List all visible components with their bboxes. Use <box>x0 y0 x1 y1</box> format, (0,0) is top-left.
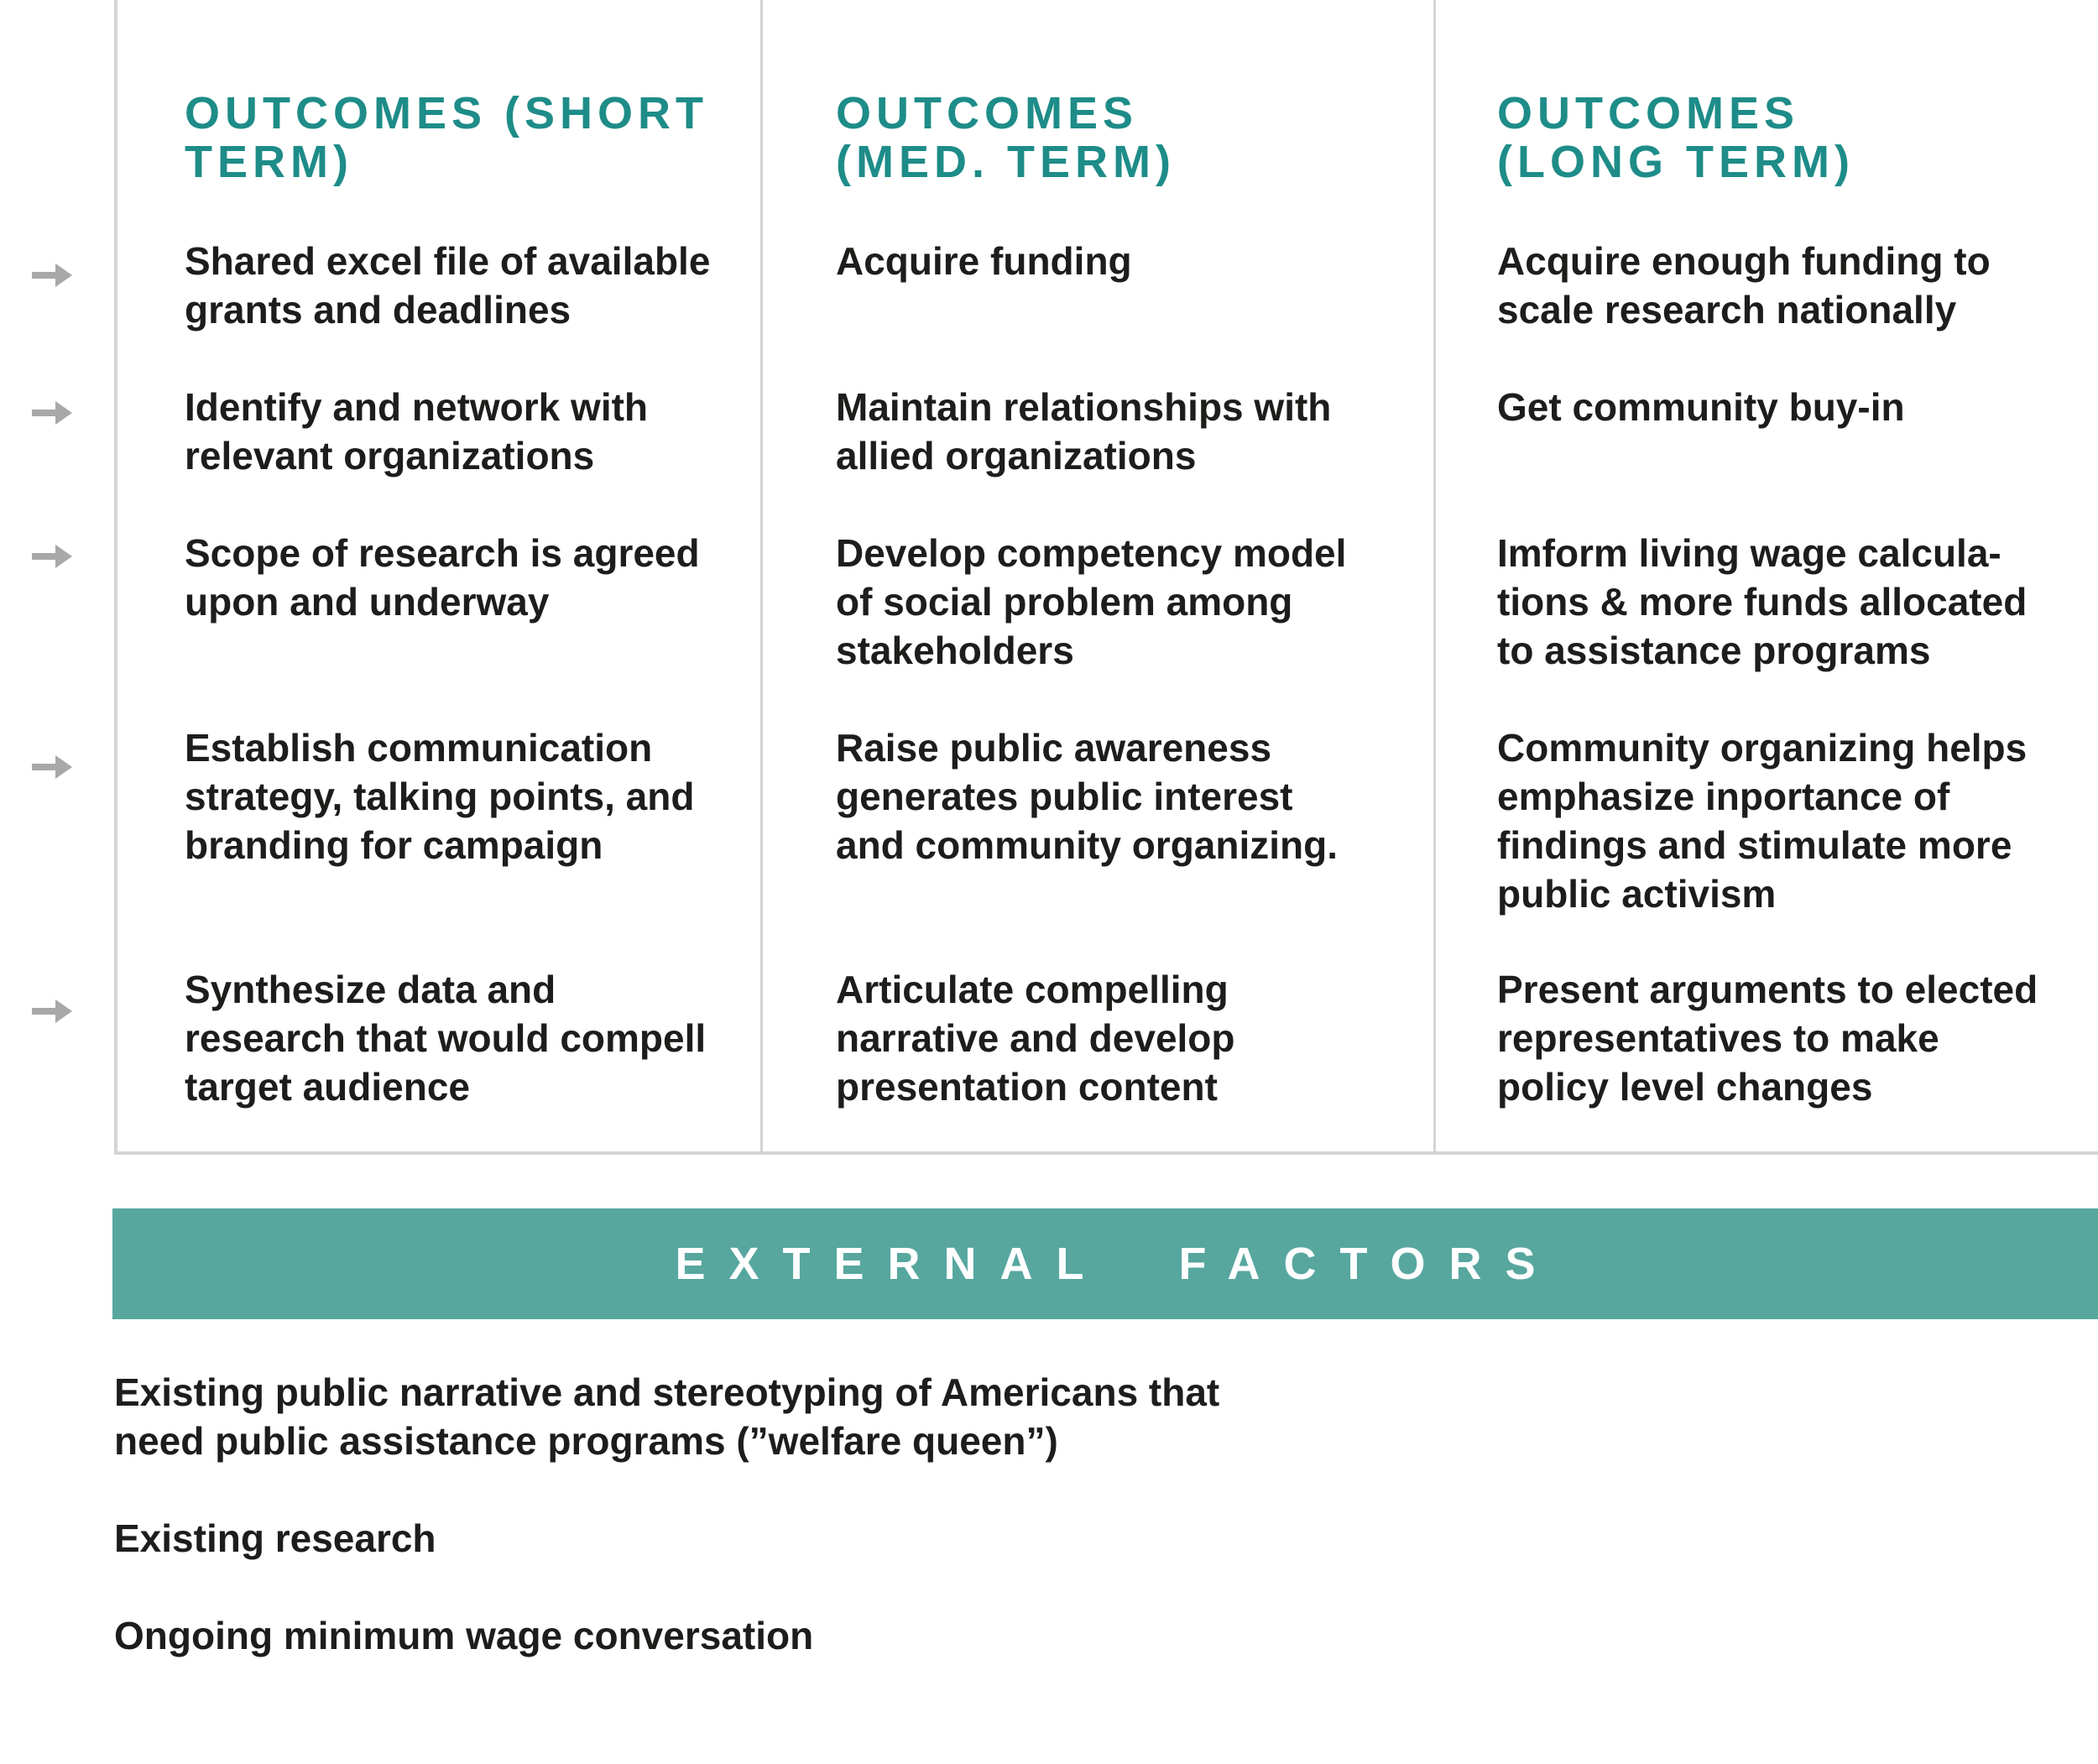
arrow-right-icon <box>32 398 74 428</box>
long-term-outcome: Community organizing helps emphasize inportance of findings and stimulate more public activism <box>1497 726 2028 916</box>
medium-term-outcome: Articulate compelling narrative and develop presentation content <box>836 968 1235 1109</box>
column-divider <box>760 0 763 1155</box>
external-factors-banner <box>112 1208 2098 1319</box>
short-term-outcome: Synthesize data and research that would compell target audience <box>185 968 707 1109</box>
external-factor-item: Existing research <box>114 1516 436 1560</box>
external-factor-item: Ongoing minimum wage conversation <box>114 1614 814 1657</box>
medium-term-outcome: Maintain relationships with allied organizations <box>836 385 1332 478</box>
arrow-right-icon <box>32 752 74 782</box>
medium-term-outcome: Develop competency model of social problem among stakeholders <box>836 531 1347 672</box>
long-term-outcome: Get community buy-in <box>1497 385 1905 429</box>
long-term-outcome: Acquire enough funding to scale research nationally <box>1497 239 1991 331</box>
long-term-outcome: Imform living wage calcula- tions & more funds allocated to assistance programs <box>1497 531 2028 672</box>
medium-term-outcome: Raise public awareness generates public interest and community organizing. <box>836 726 1339 867</box>
external-factors-title: EXTERNAL FACTORS <box>675 1239 1559 1289</box>
external-factor-item: Existing public narrative and stereotyping of Americans that need public assistance programs (”welfare queen”) <box>114 1370 1220 1463</box>
short-term-outcome: Shared excel file of available grants and deadlines <box>185 239 711 331</box>
short-term-outcome: Identify and network with relevant organizations <box>185 385 649 478</box>
header-short-term: OUTCOMES (SHORT TERM) <box>185 88 708 187</box>
medium-term-outcome: Acquire funding <box>836 239 1132 283</box>
header-medium-term: OUTCOMES (MED. TERM) <box>836 88 1176 187</box>
long-term-outcome: Present arguments to elected representatives to make policy level changes <box>1497 968 2038 1109</box>
arrow-right-icon <box>32 996 74 1026</box>
arrow-right-icon <box>32 541 74 571</box>
column-divider <box>1433 0 1436 1155</box>
short-term-outcome: Scope of research is agreed upon and underway <box>185 531 700 624</box>
arrow-right-icon <box>32 260 74 290</box>
header-long-term: OUTCOMES (LONG TERM) <box>1497 88 1855 187</box>
short-term-outcome: Establish communication strategy, talking points, and branding for campaign <box>185 726 695 867</box>
